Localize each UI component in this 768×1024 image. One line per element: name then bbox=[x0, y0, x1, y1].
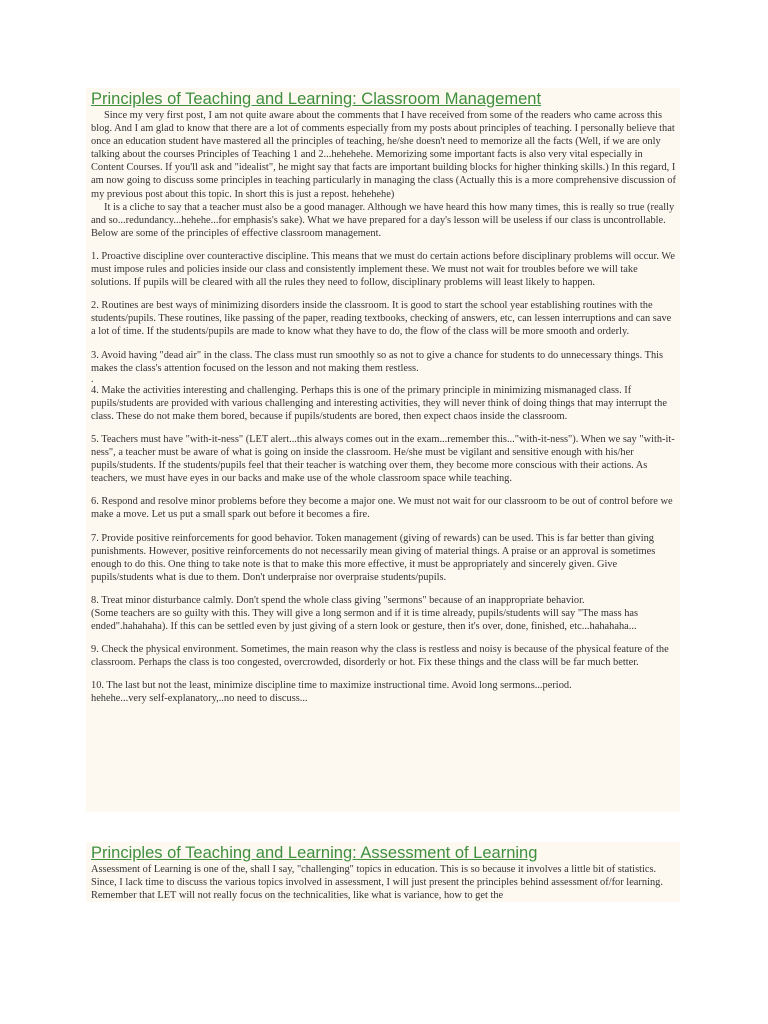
principle-paragraph: (Some teachers are so guilty with this. They will give a long sermon and if it is time already, pupils/students will say "The mass has ended".hahahaha). If this can be settled even by just giving of a stern look or gesture, then it's over, done, finished, etc...hahahaha... bbox=[91, 608, 639, 633]
intro-paragraph: Assessment of Learning is one of the, shall I say, "challenging" topics in education. This is so because it involves a little bit of statistics. Since, I lack time to discuss the various topics involved in assessment, I will just present the principles behind assessment of/for learning. Remember that LET will not really focus on the technicalities, like what is variance, how to get the bbox=[91, 864, 663, 902]
principle-paragraph: 1. Proactive discipline over counteractive discipline. This means that we must do certain actions before disciplinary problems will occur. We must impose rules and policies inside our class and consistently implement these. We must not wait for troubles before we will take solutions. If pupils will be cleared with all the rules they need to follow, disciplinary problems will least likely to happen. bbox=[91, 250, 675, 289]
principle-paragraph: 2. Routines are best ways of minimizing disorders inside the classroom. It is good to start the school year establishing routines with the students/pupils. These routines, like passing of the paper, reading textbooks, checking of answers, etc, can lessen interruptions and can save a lot of time. If the students/pupils are made to know what they have to do, the flow of the class will be more smooth and orderly. bbox=[91, 300, 672, 338]
post-assessment-of-learning bbox=[86, 842, 680, 902]
principle-paragraph: hehehe...very self-explanatory,..no need to discuss... bbox=[91, 693, 308, 705]
stray-dot: . bbox=[91, 373, 94, 385]
principle-paragraph: 6. Respond and resolve minor problems before they become a major one. We must not wait for our classroom to be out of control before we make a move. Let us put a small spark out before it becomes a fire. bbox=[91, 496, 673, 521]
intro-paragraph: Since my very first post, I am not quite aware about the comments that I have received from some of the readers who came across this blog. And I am glad to know that there are a lot of comments especially from my posts about principles of teaching. I personally believe that once an education student have mastered all the principles of teaching, he/she doesn't need to memorize all the facts (Well, if we are only talking about the courses Principles of Teaching 1 and 2...hehehehe. Memorizing some important facts is also very vital especially in Content Courses. If you'll ask and "idealist", he might say that facts are important building blocks for higher thinking skills.) In this regard, I am now going to discuss some principles in teaching particularly in managing the class (Actually this is a more comprehensive discussion of my previous post about this topic. In short this is just a repost. hehehehe) bbox=[91, 110, 676, 200]
post-title[interactable]: Principles of Teaching and Learning: Assessment of Learning bbox=[91, 844, 538, 862]
intro-paragraph: It is a cliche to say that a teacher must also be a good manager. Although we have heard this how many times, this is really so true (really and so...redundancy...hehehe...for emphasis's sake). What we have prepared for a day's lesson will be useless if our class is uncontrollable. Below are some of the principles of effective classroom management. bbox=[91, 201, 675, 239]
post-classroom-management bbox=[86, 88, 680, 812]
principle-paragraph: 5. Teachers must have "with-it-ness" (LET alert...this always comes out in the exam...remember this..."with-it-ness"). When we say "with-it-ness", a teacher must be aware of what is going on inside the classroom. He/she must be vigilant and sensitive enough with his/her pupils/students. If the students/pupils feel that their teacher is watching over them, they become more conscious with their actions. As teachers, we must have eyes in our backs and make use of the whole classroom space while teaching. bbox=[91, 433, 675, 485]
principle-paragraph: 10. The last but not the least, minimize discipline time to maximize instructional time. Avoid long sermons...period. bbox=[91, 680, 572, 692]
principle-paragraph: 9. Check the physical environment. Sometimes, the main reason why the class is restless and noisy is because of the physical feature of the classroom. Perhaps the class is too congested, overcrowded, disorderly or hot. Fix these things and the class will be far much better. bbox=[91, 644, 669, 669]
principle-paragraph: 8. Treat minor disturbance calmly. Don't spend the whole class giving "sermons" because of an inappropriate behavior. bbox=[91, 594, 585, 606]
principle-paragraph: 3. Avoid having "dead air" in the class. The class must run smoothly so as not to give a chance for students to do unnecessary things. This makes the class's attention focused on the lesson and not making them restless. bbox=[91, 349, 664, 374]
principle-paragraph: 7. Provide positive reinforcements for good behavior. Token management (giving of rewards) can be used. This is far better than giving punishments. However, positive reinforcements do not necessarily mean giving of material things. A praise or an approval is sometimes enough to do this. One thing to take note is that to make this more effective, it must be appropriately and sincerely given. Give pupils/students what is due to them. Don't underpraise nor overpraise students/pupils. bbox=[91, 532, 656, 583]
principle-paragraph: 4. Make the activities interesting and challenging. Perhaps this is one of the primary principle in minimizing mismanaged class. If pupils/students are provided with various challenging and interesting activities, they will never think of doing things that may interrupt the class. These do not make them bored, because if pupils/students are bored, then expect chaos inside the classroom. bbox=[91, 384, 667, 422]
post-title[interactable]: Principles of Teaching and Learning: Classroom Management bbox=[91, 90, 542, 108]
